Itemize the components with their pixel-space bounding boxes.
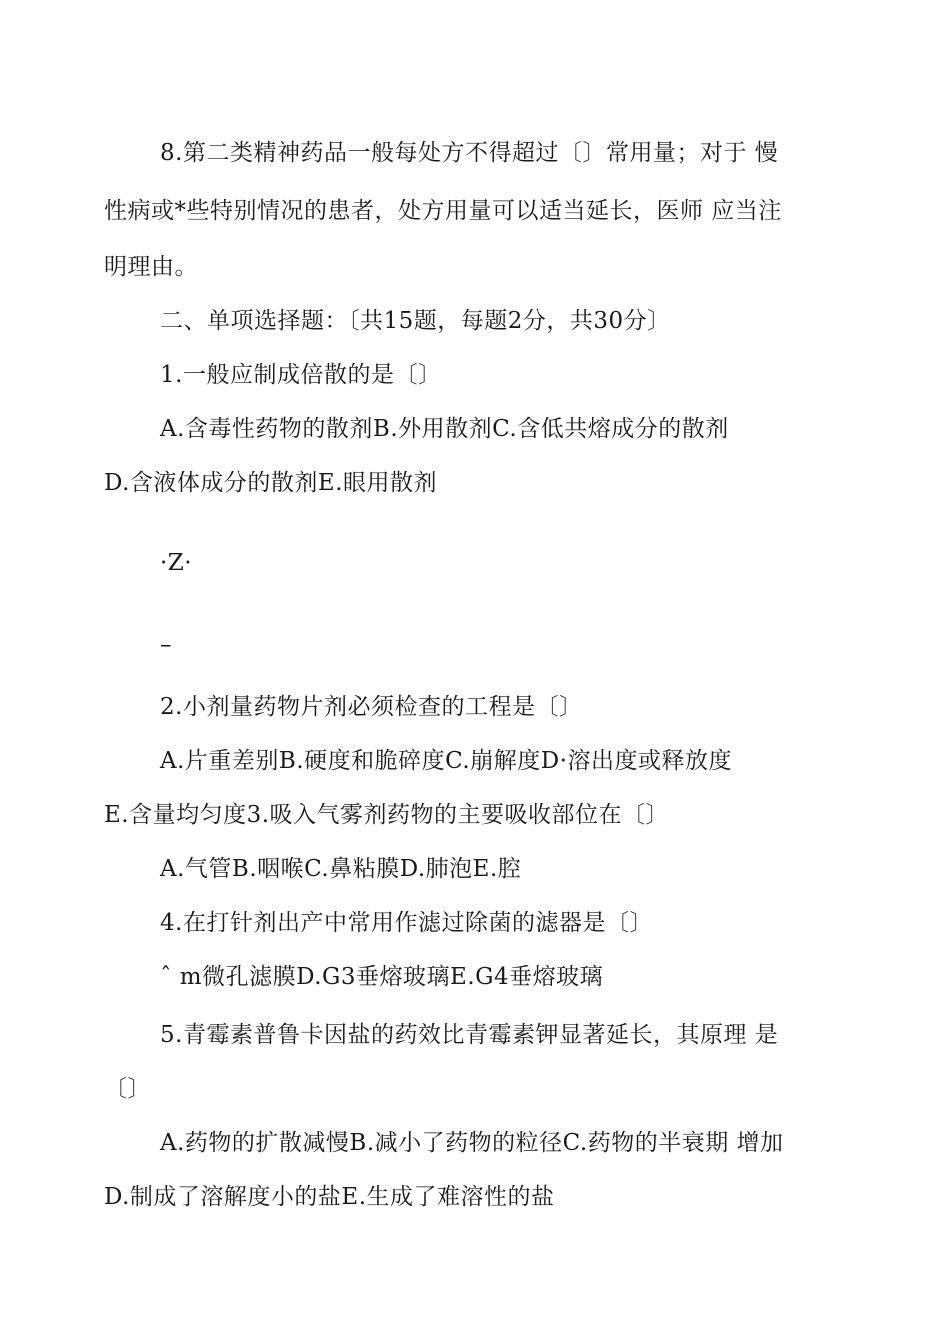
question-2-options-2: E.含量均匀度3.吸入气雾剂药物的主要吸收部位在〔〕 bbox=[104, 802, 670, 828]
question-8-line-3: 明理由。 bbox=[104, 254, 198, 280]
question-8-line-1: 8.第二类精神药品一般每处方不得超过〔〕常用量；对于 慢 bbox=[160, 140, 779, 166]
question-1-options-1: A.含毒性药物的散剂B.外用散剂C.含低共熔成分的散剂 bbox=[160, 416, 729, 442]
question-3-options: A.气管B.咽喉C.鼻粘膜D.肺泡E.腔 bbox=[160, 856, 522, 882]
page-marker: ·Z· bbox=[160, 550, 193, 576]
question-1: 1.一般应制成倍散的是〔〕 bbox=[160, 362, 442, 388]
separator-dash: – bbox=[160, 632, 172, 658]
question-5-options-2: D.制成了溶解度小的盐E.生成了难溶性的盐 bbox=[104, 1184, 555, 1210]
question-2-options-1: A.片重差别B.硬度和脆碎度C.崩解度D·溶出度或释放度 bbox=[160, 748, 732, 774]
question-4: 4.在打针剂出产中常用作滤过除菌的滤器是〔〕 bbox=[160, 910, 653, 936]
section-heading: 二、单项选择题：〔共15题，每题2分，共30分〕 bbox=[160, 308, 671, 334]
question-5-options-1: A.药物的扩散减慢B.减小了药物的粒径C.药物的半衰期 增加 bbox=[160, 1130, 784, 1156]
question-5-line-1: 5.青霉素普鲁卡因盐的药效比青霉素钾显著延长，其原理 是 bbox=[160, 1022, 779, 1048]
question-5-line-2: 〔〕 bbox=[104, 1076, 151, 1102]
question-8-line-2: 性病或*些特别情况的患者，处方用量可以适当延长，医师 应当注 bbox=[104, 198, 782, 224]
question-4-options: ˆ m微孔滤膜D.G3垂熔玻璃E.G4垂熔玻璃 bbox=[160, 964, 604, 990]
question-1-options-2: D.含液体成分的散剂E.眼用散剂 bbox=[104, 470, 438, 496]
question-2: 2.小剂量药物片剂必须检查的工程是〔〕 bbox=[160, 694, 583, 720]
